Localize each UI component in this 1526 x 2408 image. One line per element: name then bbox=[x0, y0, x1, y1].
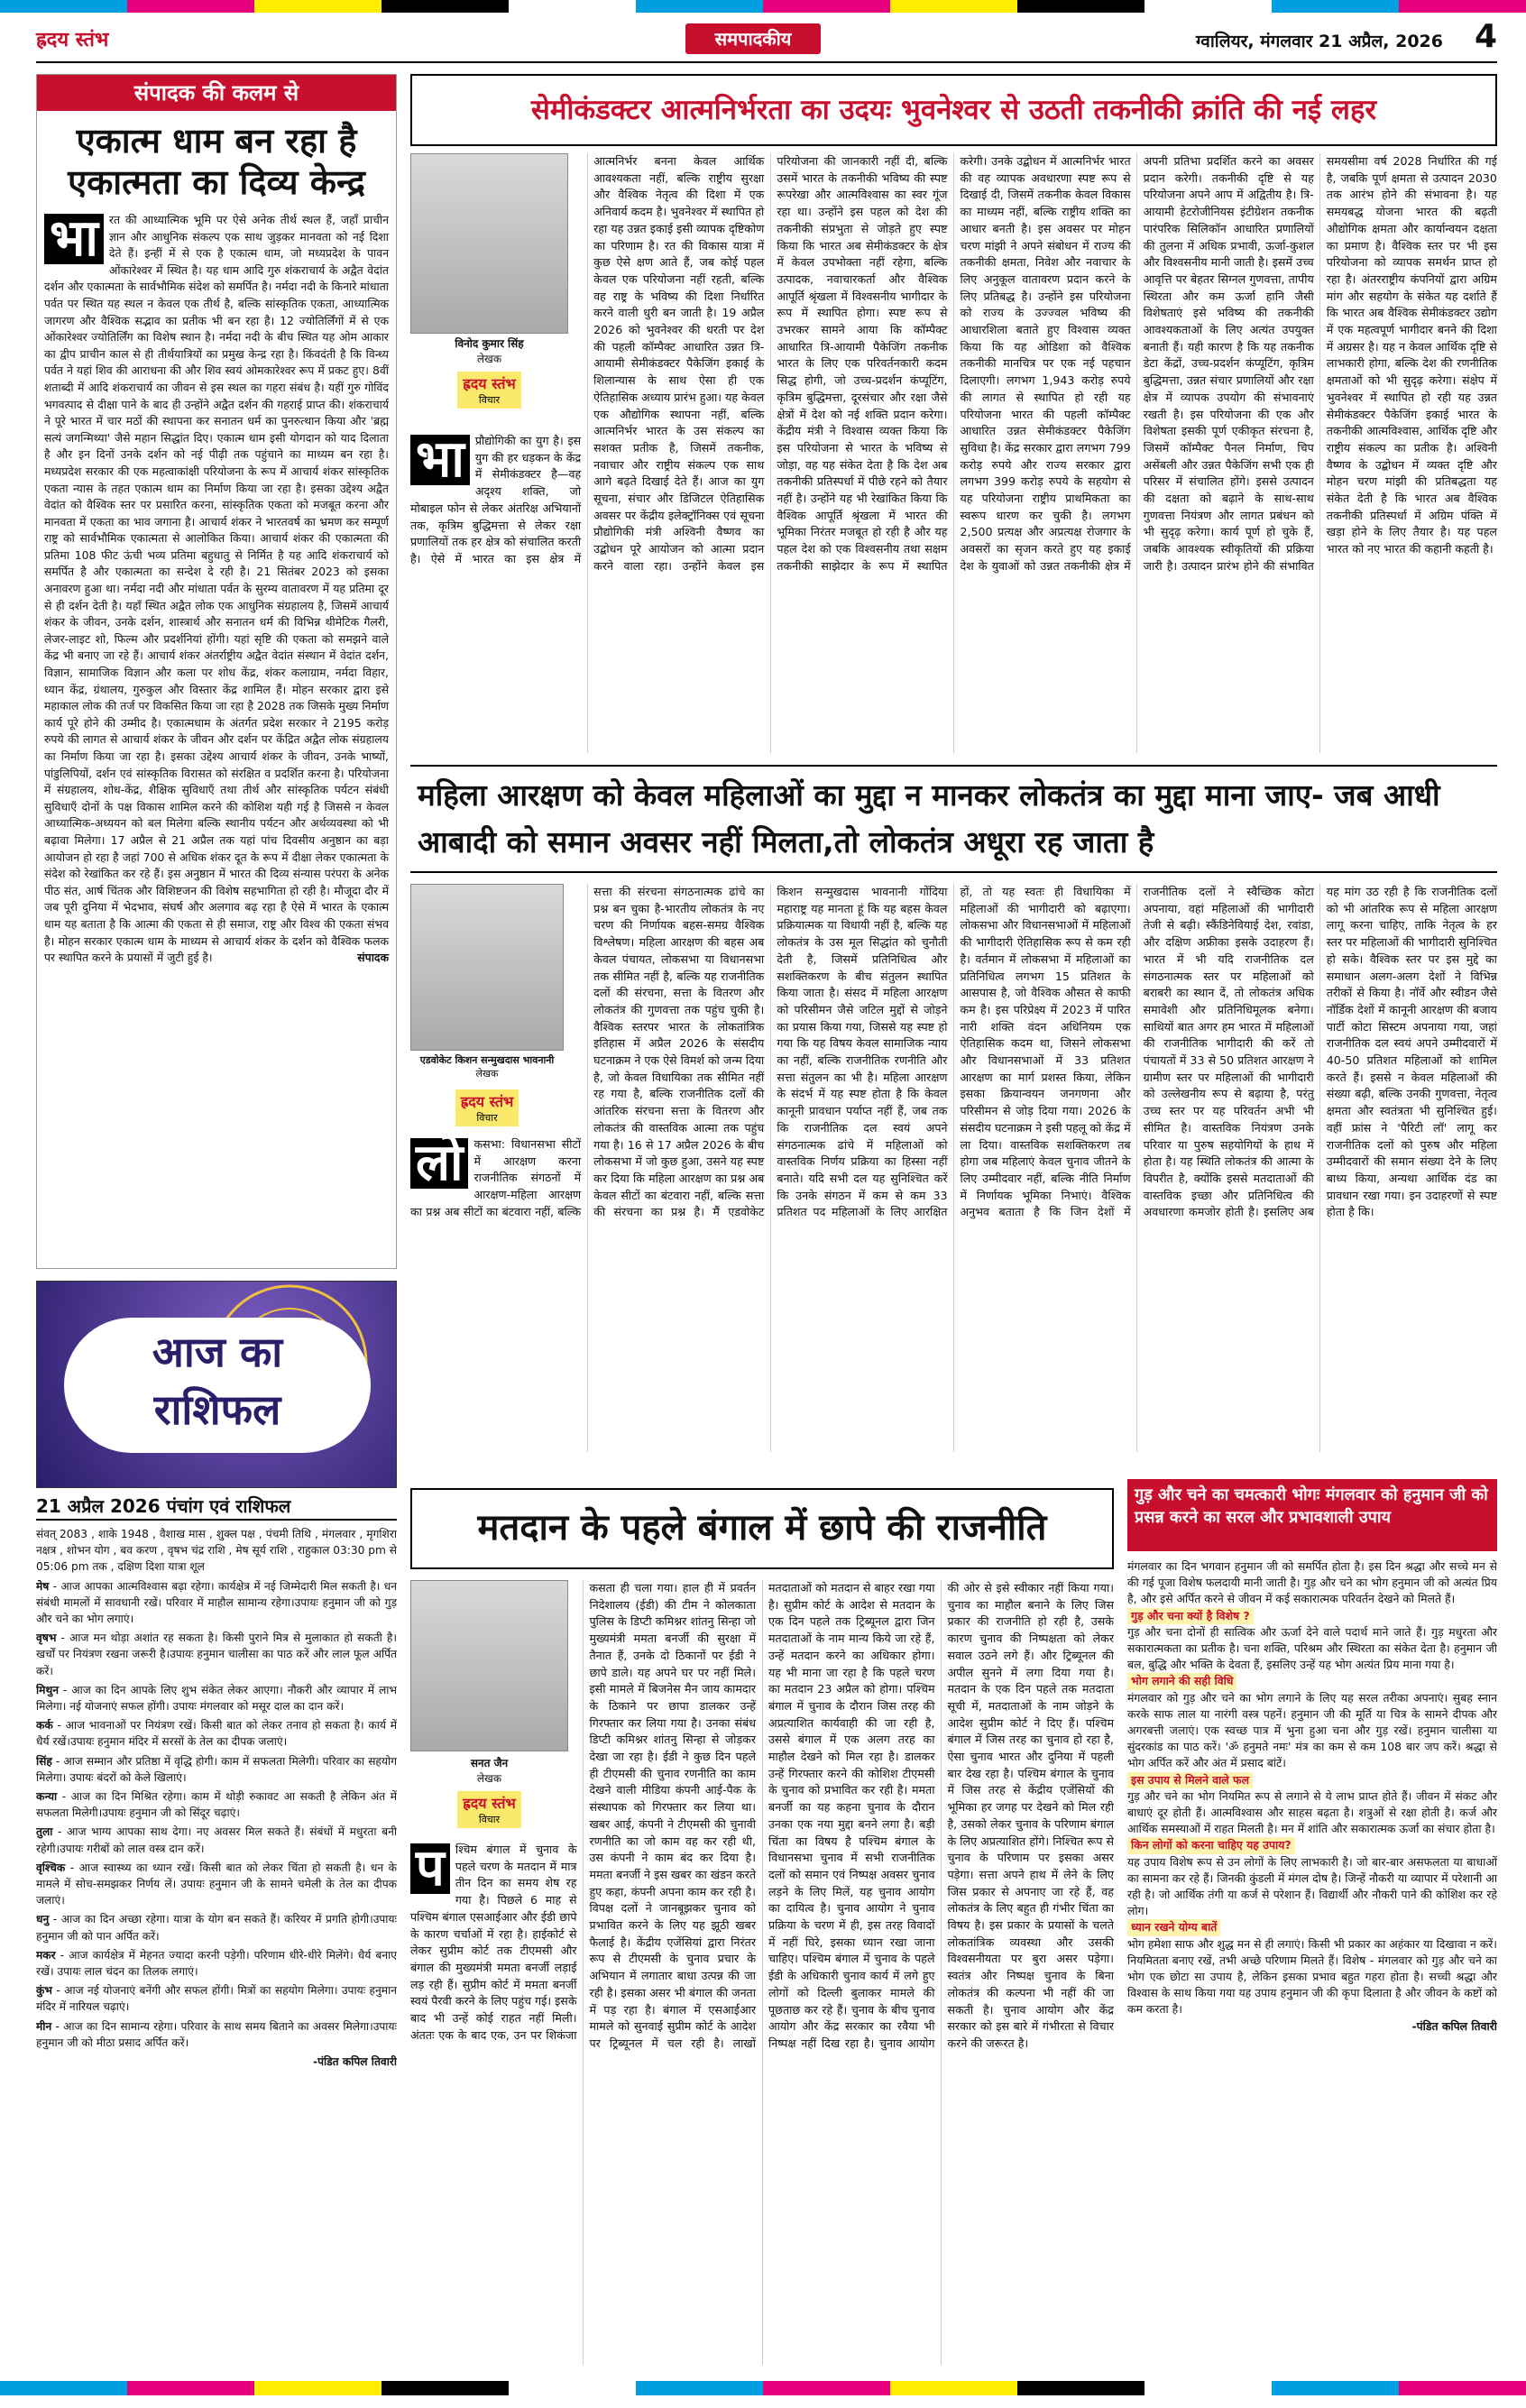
dropcap: प bbox=[410, 1843, 450, 1894]
sidebar-headline: गुड़ और चने का चमत्कारी भोगः मंगलवार को हनुमान जी को प्रसन्न करने का सरल और प्रभावशाली उपाय bbox=[1127, 1479, 1497, 1551]
article3-author-role: लेखक bbox=[476, 1772, 502, 1785]
dropcap: भा bbox=[44, 214, 104, 264]
list-item: मकर - आज कार्यक्षेत्र में मेहनत ज्यादा करनी पड़ेगी। परिणाम धीरे-धीरे मिलेंगे। धैर्य बनाए रखें। उपायः लाल चंदन का तिलक लगाएं। bbox=[36, 1948, 397, 1979]
sidebar-section: इस उपाय से मिलने वाले फल गुड़ और चने का भोग नियमित रूप से लगाने से ये लाभ प्राप्त होते हैं। जीवन में संकट और बाधाएं दूर होती हैं। आत्मविश्वास और साहस बढ़ता है। शत्रुओं से रक्षा होती है। कर्ज और आर्थिक समस्याओं में राहत मिलती है। मन में शांति और सकारात्मक ऊर्जा का संचार होता है। bbox=[1127, 1772, 1497, 1836]
sidebar-body bbox=[1127, 1558, 1497, 2365]
rashifal-banner bbox=[36, 1281, 397, 1488]
article1-body: भा प्रौद्योगिकी का युग है। इस युग की हर धड़कन के केंद्र में सेमीकंडक्टर है—वह अदृश्य शक्ति, जो मोबाइल फोन से लेकर अंतरिक्ष अभियानों तक, कृत्रिम बुद्धिमत्ता से लेकर रक्षा प्रणालियों तक हर क्षेत्र को संचालित करती है। ऐसे में भारत का इस क्षेत्र में आत्मनिर्भर बनना केवल आर्थिक आवश्यकता नहीं, बल्कि राष्ट्रीय सुरक्षा और वैश्विक नेतृत्व की दिशा में एक अनिवार्य कदम है। भुवनेश्वर में स्थापित हो रहा यह उन्नत इकाई इसी व्यापक दृष्टिकोण का परिणाम है। रत की विकास यात्रा में कुछ ऐसे क्षण आते हैं, जब कोई पहल केवल एक परियोजना नहीं रहती, बल्कि वह राष्ट्र के भविष्य की दिशा निर्धारित करने वाली धुरी बन जाती है। 19 अप्रैल 2026 को भुवनेश्वर की धरती पर देश की पहली कॉम्पैक्ट आधारित उन्नत त्रि-आयामी सेमीकंडक्टर पैकेजिंग इकाई के शिलान्यास के साथ ऐसा ही एक ऐतिहासिक अध्याय प्रारंभ हुआ। यह केवल एक औद्योगिक स्थापना नहीं, बल्कि आत्मनिर्भर भारत के उस संकल्प का सशक्त प्रतीक है, जिसमें तकनीक, नवाचार और राष्ट्रीय संकल्प एक साथ आगे बढ़ते दिखाई देते हैं। आज का युग सूचना, संचार और डिजिटल ऐतिहासिक अवसर पर केंद्रीय इलेक्ट्रॉनिक्स एवं सूचना प्रौद्योगिकी मंत्री अश्विनी वैष्णव का उद्बोधन पूरे आयोजन को आत्मा प्रदान करने वाला रहा। उन्होंने केवल इस परियोजना की जानकारी नहीं दी, बल्कि उसमें भारत के तकनीकी भविष्य की स्पष्ट रूपरेखा और आत्मविश्वास का स्वर गूंज रहा था। उन्होंने इस पहल को देश की तकनीकी संप्रभुता से जोड़ते हुए स्पष्ट किया कि भारत अब सेमीकंडक्टर के क्षेत्र में केवल उपभोक्ता नहीं रहेगा, बल्कि उत्पादक, नवाचारकर्ता और वैश्विक आपूर्ति श्रृंखला में विश्वसनीय भागीदार के रूप में स्थापित होगा। स्पष्ट रूप से उभरकर सामने आया कि कॉम्पैक्ट आधारित त्रि-आयामी पैकेजिंग तकनीक भारत के लिए एक परिवर्तनकारी कदम सिद्ध होगी, जो उच्च-प्रदर्शन कंप्यूटिंग, कृत्रिम बुद्धिमत्ता, दूरसंचार और रक्षा जैसे क्षेत्रों में देश को नई शक्ति प्रदान करेगा। केंद्रीय मंत्री ने विश्वास व्यक्त किया कि इस परियोजना से भारत के भविष्य से जोड़ा, वह यह संकेत देता है कि देश अब तकनीकी प्रतिस्पर्धा में पीछे रहने को तैयार नहीं है। उन्होंने यह भी रेखांकित किया कि वैश्विक आपूर्ति श्रृंखला में भारत की भूमिका निरंतर मजबूत हो रही है और यह पहल देश को एक विश्वसनीय तथा सक्षम तकनीकी साझेदार के रूप में स्थापित करेगी। उनके उद्बोधन में आत्मनिर्भर भारत की वह व्यापक अवधारणा स्पष्ट रूप से दिखाई दी, जिसमें तकनीक केवल विकास का माध्यम नहीं, बल्कि राष्ट्रीय शक्ति का आधार बनती है। इस अवसर पर मोहन चरण मांझी ने अपने संबोधन में राज्य की तकनीकी क्षमता, निवेश और नवाचार के लिए अनुकूल वातावरण प्रदान करने के लिए प्रतिबद्ध है। उन्होंने इस परियोजना को राज्य के उज्ज्वल भविष्य की आधारशिला बताते हुए विश्वास व्यक्त किया कि यह ओडिशा को वैश्विक तकनीकी मानचित्र पर एक नई पहचान दिलाएगी। लगभग 1,943 करोड़ रुपये की लागत से स्थापित हो रही यह परियोजना भारत की पहली कॉम्पैक्ट आधारित उन्नत सेमीकंडक्टर पैकेजिंग सुविधा है। केंद्र सरकार द्वारा लगभग 799 करोड़ रुपये और राज्य सरकार द्वारा लगभग 399 करोड़ रुपये के सहयोग से यह परियोजना राष्ट्रीय प्राथमिकता का स्वरूप धारण कर चुकी है। लगभग 2,500 प्रत्यक्ष और अप्रत्यक्ष रोजगार के अवसरों का सृजन करते हुए यह इकाई देश के युवाओं को उन्नत तकनीकी क्षेत्र में अपनी प्रतिभा प्रदर्शित करने का अवसर प्रदान करेगी। तकनीकी दृष्टि से यह परियोजना अपने आप में अद्वितीय है। त्रि-आयामी हेटरोजीनियस इंटीग्रेशन तकनीक पारंपरिक सिलिकॉन आधारित प्रणालियों की तुलना में अधिक प्रभावी, ऊर्जा-कुशल और विश्वसनीय मानी जाती है। इसमें उच्च आवृत्ति पर बेहतर सिग्नल गुणवत्ता, तापीय स्थिरता और कम ऊर्जा हानि जैसी विशेषताएं इसे भविष्य की तकनीकी आवश्यकताओं के लिए अत्यंत उपयुक्त बनाती हैं। यही कारण है कि यह तकनीक डेटा केंद्रों, उच्च-प्रदर्शन कंप्यूटिंग, कृत्रिम बुद्धिमत्ता, उन्नत संचार प्रणालियों और रक्षा क्षेत्र में व्यापक उपयोग की संभावनाएं रखती है। इस परियोजना की एक और विशेषता इसकी पूर्ण एकीकृत संरचना है, जिसमें कॉम्पैक्ट पैनल निर्माण, चिप असेंबली और उन्नत पैकेजिंग सभी एक ही परिसर में संचालित होंगे। इससे उत्पादन की दक्षता को बढ़ाने के साथ-साथ गुणवत्ता नियंत्रण और लागत प्रबंधन को भी सुदृढ़ करेगा। कार्य पूर्ण हो चुके हैं, जबकि आवश्यक स्वीकृतियों की प्रक्रिया जारी है। उत्पादन प्रारंभ होने की संभावित समयसीमा वर्ष 2028 निर्धारित की गई है, जबकि पूर्ण क्षमता से उत्पादन 2030 तक आरंभ होने की संभावना है। यह समयबद्ध योजना भारत की बढ़ती औद्योगिक क्षमता और कार्यान्वयन दक्षता का प्रमाण है। वैश्विक स्तर पर भी इस परियोजना को व्यापक समर्थन प्राप्त हो रहा है। अंतरराष्ट्रीय कंपनियों द्वारा अग्रिम मांग और सहयोग के संकेत यह दर्शाते हैं कि भारत अब वैश्विक सेमीकंडक्टर उद्योग में एक महत्वपूर्ण भागीदार बनने की दिशा में अग्रसर है। यह न केवल आर्थिक दृष्टि से लाभकारी होगा, बल्कि देश की रणनीतिक क्षमताओं को भी सुदृढ़ करेगा। संक्षेप में भुवनेश्वर में स्थापित हो रही यह उन्नत सेमीकंडक्टर पैकेजिंग इकाई भारत के तकनीकी आत्मविश्वास, आर्थिक दृष्टि और राष्ट्रीय संकल्प का प्रतीक है। अश्विनी वैष्णव के उद्बोधन में व्यक्त दृष्टि और मोहन चरण मांझी की प्रतिबद्धता यह संकेत देती है कि भारत अब वैश्विक तकनीकी प्रतिस्पर्धा में अग्रिम पंक्ति में खड़ा होने के लिए तैयार है। यह पहल भारत को नए भारत की कहानी कहती है। bbox=[410, 154, 1497, 573]
page-number: 4 bbox=[1474, 18, 1497, 55]
sidebar-section: गुड़ और चना क्यों है विशेष ? गुड़ और चना दोनों ही सात्विक और ऊर्जा देने वाले पदार्थ माने जाते हैं। गुड़ मधुरता और सकारात्मकता का प्रतीक है। चना शक्ति, परिश्रम और स्थिरता का संकेत देता है। हनुमान जी बल, बुद्धि और भक्ति के देवता हैं, इसलिए उन्हें यह भोग अत्यंत प्रिय माना गया है। bbox=[1127, 1608, 1497, 1672]
article3-headline-box bbox=[410, 1488, 1114, 1569]
sidebar-section: ध्यान रखने योग्य बातें भोग हमेशा साफ और शुद्ध मन से ही लगाएं। किसी भी प्रकार का अहंकार या दिखावा न करें। नियमितता बनाए रखें, तभी अच्छे परिणाम मिलते हैं। विशेष - मंगलवार को गुड़ और चने का भोग एक छोटा सा उपाय है, लेकिन इसका प्रभाव बहुत गहरा होता है। सच्ची श्रद्धा और विश्वास के साथ किया गया यह उपाय हनुमान जी की कृपा दिलाता है और जीवन के कष्टों को कम करता है। bbox=[1127, 1920, 1497, 2017]
rashifal-credit: -पंडित कपिल तिवारी bbox=[313, 2055, 397, 2069]
list-item: कुंभ - आज नई योजनाएं बनेंगी और सफल होंगी। मित्रों का सहयोग मिलेगा। उपायः हनुमान मंदिर में नारियल चढ़ाएं। bbox=[36, 1984, 397, 2014]
article3-tag: ह्रदय स्तंभ विचार bbox=[410, 1791, 568, 1828]
article2-author-role: लेखक bbox=[475, 1068, 499, 1080]
page-header bbox=[36, 18, 1497, 63]
header-left-tag: ह्रदय स्तंभ bbox=[36, 29, 109, 51]
panchang: संवत् 2083 , शाके 1948 , वैशाख मास , शुक्ल पक्ष , पंचमी तिथि , मंगलवार , मृगशिरा नक्षत्र , शोभन योग , बव करण , वृषभ चंद्र राशि , मेष सूर्य राशि , राहुकाल 03:30 pm से 05:06 pm तक , दक्षिण दिशा यात्रा शूल bbox=[36, 1528, 397, 1574]
column-signoff: संपादक bbox=[357, 951, 389, 965]
article1-author-name: विनोद कुमार सिंह bbox=[455, 337, 524, 350]
rashifal-subtitle: 21 अप्रैल 2026 पंचांग एवं राशिफल bbox=[36, 1494, 397, 1521]
article3-headline: मतदान के पहले बंगाल में छापे की राजनीति bbox=[477, 1507, 1047, 1549]
list-item: वृषभ - आज मन थोड़ा अशांत रह सकता है। किसी पुराने मित्र से मुलाकात हो सकती है। खर्चों पर नियंत्रण रखना जरूरी है।उपायः हनुमान चालीसा का पाठ करें और लाल फूल अर्पित करें। bbox=[36, 1631, 397, 1677]
section-title: संपादक की कलम से bbox=[37, 75, 396, 111]
list-item: कन्या - आज का दिन मिश्रित रहेगा। काम में थोड़ी रुकावट आ सकती है लेकिन अंत में सफलता मिलेगी।उपायः हनुमान जी को सिंदूर चढ़ाएं। bbox=[36, 1790, 397, 1820]
article2-headline-box bbox=[410, 765, 1497, 873]
article1-tag: ह्रदय स्तंभ विचार bbox=[410, 372, 568, 409]
column-body: भा रत की आध्यात्मिक भूमि पर ऐसे अनेक तीर्थ स्थल हैं, जहाँ प्राचीन ज्ञान और आधुनिक संकल्प एक साथ जुड़कर मानवता को नई दिशा देते हैं। इन्हीं में से एक है एकात्म धाम, जो मध्यप्रदेश के पावन ओंकारेश्वर में स्थित है। यह धाम आदि गुरु शंकराचार्य के अद्वैत वेदांत दर्शन और एकात्मता के सार्वभौमिक संदेश को समर्पित है। नर्मदा नदी के किनारे मांधाता पर्वत पर स्थित यह स्थल न केवल एक तीर्थ है, बल्कि सांस्कृतिक एकता, आध्यात्मिक जागरण और वैश्विक सद्भाव का प्रतीक भी बन रहा है। 12 ज्योतिर्लिंगों में से एक ओंकारेश्वर ज्योतिर्लिंग का विशेष स्थान है। नर्मदा नदी के बीच स्थित यह ओम आकार का द्वीप प्राचीन काल से ही तीर्थयात्रियों का प्रमुख केन्द्र रहा है। किंवदंती है कि विन्ध्य पर्वत ने यहां शिव की आराधना की और शिव स्वयं ओमकारेश्वर रूप में प्रकट हुए। 8वीं शताब्दी में आदि शंकराचार्य का जीवन से इस स्थल का गहरा संबंध है। यहीं गुरु गोविंद भगवत्पाद से दीक्षा पाने के बाद ही उन्होंने अद्वैत दर्शन की गहराई प्राप्त की। शंकराचार्य ने पूरे भारत में चार मठों की स्थापना कर सनातन धर्म का पुनरुत्थान किया और 'ब्रह्म सत्यं जगन्मिथ्या' जैसे महान सिद्धांत दिए। एकात्म धाम इसी योगदान को याद दिलाता है और इन दिनों उनके दर्शन को नई पीढ़ी तक पहुंचाने का माध्यम बन रहा है। मध्यप्रदेश सरकार की एक महत्वाकांक्षी परियोजना के रूप में आचार्य शंकर सांस्कृतिक एकता न्यास के तहत एकात्म धाम का निर्माण किया जा रहा है। इसका उद्देश्य अद्वैत वेदांत को वैश्विक स्तर पर प्रसारित करना, सांस्कृतिक एकता को मजबूत करना और मानवता में एकता का भाव जगाना है। आचार्य शंकर ने भारतवर्ष का भ्रमण कर सम्पूर्ण राष्ट्र को सार्वभौमिक एकात्मता से आलोकित किया। आचार्य शंकर की एकात्मता की प्रतिमा 108 फीट ऊंची भव्य प्रतिमा बहुधातु से निर्मित है यह आदि शंकराचार्य को समर्पित है और एकात्मता का सन्देश दे रही है। 21 सितंबर 2023 को इसका अनावरण हुआ था। नर्मदा नदी और मांधाता पर्वत के सुरम्य वातावरण में यह प्रतिमा दूर से ही दर्शन देती है। यहाँ स्थित अद्वैत लोक एक आधुनिक संग्रहालय है, जिसमें आचार्य शंकर के जीवन, उनके दर्शन, शास्त्रार्थ और सनातन धर्म की विभिन्न थीमेटिक गैलरी, लेजर-लाइट शो, फिल्म और प्रदर्शनियां होंगी। यहां सृष्टि की एकता को समझने वाले केंद्र भी बनाए जा रहे हैं। आचार्य शंकर अंतर्राष्ट्रीय अद्वैत वेदांत संस्थान में वेदांत दर्शन, विज्ञान, सामाजिक विज्ञान और कला पर शोध केंद्र, शंकर कलाग्राम, नर्मदा विहार, ध्यान केंद्र, ग्रंथालय, गुरुकुल और विस्तार केंद्र शामिल हैं। मोहन सरकार द्वारा इसे महाकाल लोक की तर्ज पर विकसित किया जा रहा है 2028 तक जिसके मुख्य निर्माण कार्य पूरे होने की उम्मीद है। एकात्मधाम के अंतर्गत प्रदेश सरकार ने 2195 करोड़ रुपये की लागत से आचार्य शंकर के जीवन और दर्शन पर केंद्रित अद्वैत लोक संग्रहालय का निर्माण किया जा रहा है। इसका उद्देश्य आचार्य शंकर के जीवन, उनके भाष्यों, पांडुलिपियों, दर्शन एवं सांस्कृतिक विरासत को संरक्षित व प्रदर्शित करना है। परियोजना में संग्रहालय, शोध-केंद्र, शैक्षिक सुविधाएँ तथा तीर्थ और सांस्कृतिक पर्यटन संबंधी सुविधाएँ दोनों के पक्ष विकास शामिल करने की कोशिश यही गई है जिससे न केवल आध्यात्मिक-अध्ययन को बल मिलेगा बल्कि स्थानीय पर्यटन और अर्थव्यवस्था को भी बढ़ावा मिलेगा। 17 अप्रैल से 21 अप्रैल तक यहां पांच दिवसीय अनुष्ठान का बड़ा आयोजन हो रहा है जहां 700 से अधिक शंकर दूत के रूप में दीक्षा लेकर एकात्मता के संदेश को रेखांकित कर रहे हैं। इस अनुष्ठान में भारत की दिव्य संन्यास परंपरा के अनेक पीठ संत, आर्ष चिंतक और विशिष्टजन की विशेष सहभागिता हो रही है। मौजूदा दौर में जब पूरी दुनिया में भेदभाव, संघर्ष और अलगाव बढ़ रहा है ऐसे में भारत के एकात्म धाम यह बताता है कि आत्मा की एकता से ही समाज, राष्ट्र और विश्व की एकता संभव है। मोहन सरकार एकात्म धाम के माध्यम से आचार्य शंकर के दर्शन को वैश्विक फलक पर स्थापित करने के प्रयासों में जुटी हुई है। संपादक bbox=[37, 212, 396, 1249]
rashifal-title-box: आज का राशिफल bbox=[64, 1318, 371, 1453]
article2-body: लो कसभा: विधानसभा सीटों में आरक्षण करना राजनीतिक संगठनों में आरक्षण-महिला आरक्षण का प्रश्न अब सीटों का बंटवारा नहीं, बल्कि सत्ता की संरचना संगठनात्मक ढांचे का प्रश्न बन चुका है-भारतीय लोकतंत्र के नए चरण की निर्णायक बहस-समग्र वैश्विक विश्लेषण। महिला आरक्षण की बहस अब केवल पंचायत, लोकसभा या विधानसभा तक सीमित नहीं है, बल्कि यह राजनीतिक दलों की संरचना, सत्ता के वितरण और लोकतंत्र की गुणवत्ता तक पहुंच चुकी है। वैश्विक स्तरपर भारत के लोकतांत्रिक इतिहास में अप्रैल 2026 के संसदीय घटनाक्रम ने एक ऐसे विमर्श को जन्म दिया है, जो केवल विधायिका तक सीमित नहीं रह गया है, बल्कि राजनीतिक दलों की आंतरिक संरचना सत्ता के वितरण और लोकतंत्र की वास्तविक आत्मा तक पहुंच गया है। 16 से 17 अप्रैल 2026 के बीच लोकसभा में जो कुछ हुआ, उसने यह स्पष्ट कर दिया कि महिला आरक्षण का प्रश्न अब केवल सीटों का बंटवारा नहीं, बल्कि सत्ता की संरचना का प्रश्न है। मैं एडवोकेट किशन सन्मुखदास भावनानी गोंदिया महाराष्ट्र यह मानता हूं कि यह बहस केवल प्रक्रियात्मक या विधायी नहीं है, बल्कि यह लोकतंत्र के उस मूल सिद्धांत को चुनौती देती है, जिसमें प्रतिनिधित्व और सशक्तिकरण के बीच संतुलन स्थापित किया जाता है। संसद में महिला आरक्षण को परिसीमन जैसे जटिल मुद्दों से जोड़ने का प्रयास किया गया, जिससे यह स्पष्ट हो गया कि यह विषय केवल सामाजिक न्याय का नहीं, बल्कि राजनीतिक रणनीति और सत्ता संतुलन का भी है। महिला आरक्षण के संदर्भ में यह स्पष्ट होता है कि केवल कानूनी प्रावधान पर्याप्त नहीं हैं, जब तक कि राजनीतिक दल स्वयं अपने संगठनात्मक ढांचे में महिलाओं को वास्तविक निर्णय प्रक्रिया का हिस्सा नहीं बनाते। यदि सभी दल यह सुनिश्चित करें कि उनके संगठन में कम से कम 33 प्रतिशत पद महिलाओं के लिए आरक्षित हों, तो यह स्वतः ही विधायिका में महिलाओं की भागीदारी को बढ़ाएगा। लोकसभा और विधानसभाओं में महिलाओं की भागीदारी ऐतिहासिक रूप से कम रही है। वर्तमान में लोकसभा में महिलाओं का प्रतिनिधित्व लगभग 15 प्रतिशत के आसपास है, जो वैश्विक औसत से काफी कम है। इस परिप्रेक्ष्य में 2023 में पारित नारी शक्ति वंदन अधिनियम एक ऐतिहासिक कदम था, जिसने लोकसभा और विधानसभाओं में 33 प्रतिशत आरक्षण का मार्ग प्रशस्त किया, लेकिन इसका क्रियान्वयन जनगणना और परिसीमन से जोड़ दिया गया। 2026 के संसदीय घटनाक्रम ने इसी पहलू को केंद्र में ला दिया। वास्तविक सशक्तिकरण तब होगा जब महिलाएं केवल चुनाव जीतने के लिए उम्मीदवार नहीं, बल्कि नीति निर्माण में निर्णायक भूमिका निभाएं। वैश्विक अनुभव बताता है कि जिन देशों में राजनीतिक दलों ने स्वैच्छिक कोटा अपनाया, वहां महिलाओं की भागीदारी तेजी से बढ़ी। स्कैंडिनेवियाई देश, रवांडा, और दक्षिण अफ्रीका इसके उदाहरण हैं। भारत में भी यदि राजनीतिक दल संगठनात्मक स्तर पर महिलाओं को बराबरी का स्थान दें, तो लोकतंत्र अधिक समावेशी और प्रतिनिधिमूलक बनेगा। साथियों बात अगर हम भारत में महिलाओं की राजनीतिक भागीदारी की करें तो पंचायतों में 33 से 50 प्रतिशत आरक्षण ने ग्रामीण स्तर पर महिलाओं की भागीदारी को उल्लेखनीय रूप से बढ़ाया है, परंतु उच्च स्तर पर यह परिवर्तन अभी भी सीमित है। वास्तविक नियंत्रण उनके परिवार या पुरुष सहयोगियों के हाथ में होता है। यह स्थिति लोकतंत्र की आत्मा के विपरीत है, क्योंकि इससे मतदाताओं की वास्तविक इच्छा और प्रतिनिधित्व की अवधारणा कमजोर होती है। इसलिए अब यह मांग उठ रही है कि राजनीतिक दलों को भी आंतरिक रूप से महिला आरक्षण लागू करना चाहिए, ताकि नेतृत्व के हर स्तर पर महिलाओं की भागीदारी सुनिश्चित हो सके। वैश्विक स्तर पर इस मुद्दे का समाधान अलग-अलग देशों ने विभिन्न तरीकों से किया है। नॉर्वे और स्वीडन जैसे नॉर्डिक देशों में कानूनी आरक्षण की बजाय पार्टी कोटा सिस्टम अपनाया गया, जहां राजनीतिक दल स्वयं अपने उम्मीदवारों में 40-50 प्रतिशत महिलाओं को शामिल करते हैं। इससे न केवल महिलाओं की संख्या बढ़ी, बल्कि उनकी गुणवत्ता, नेतृत्व क्षमता और स्वतंत्रता भी सुनिश्चित हुई। वहीं फ्रांस ने 'पैरिटी लॉ' लागू कर राजनीतिक दलों को पुरुष और महिला उम्मीदवारों की समान संख्या देने के लिए बाध्य किया, अन्यथा आर्थिक दंड का प्रावधान रखा गया। इन उदाहरणों से स्पष्ट होता है कि। bbox=[410, 885, 1497, 1219]
column-headline: एकात्म धाम बन रहा है एकात्मता का दिव्य केन्द्र bbox=[68, 121, 365, 202]
article3-author-name: सनत जैन bbox=[470, 1757, 509, 1769]
header-section-tag: समपादकीय bbox=[685, 23, 821, 54]
sidebar-intro: मंगलवार का दिन भगवान हनुमान जी को समर्पित होता है। इस दिन श्रद्धा और सच्चे मन से की गई पूजा विशेष फलदायी मानी जाती है। गुड़ और चने का भोग हनुमान जी को अत्यंत प्रिय है, और इसे अर्पित करने से जीवन में कई सकारात्मक परिवर्तन देखने को मिलते हैं। bbox=[1127, 1559, 1497, 1606]
article1-headline-box bbox=[410, 74, 1497, 146]
dropcap: भा bbox=[410, 435, 470, 485]
header-dateline: ग्वालियर, मंगलवार 21 अप्रैल, 2026 bbox=[1195, 32, 1443, 51]
article2-author-name: एडवोकेट किशन सन्मुखदास भावनानी bbox=[419, 1054, 555, 1066]
sidebar-credit: -पंडित कपिल तिवारी bbox=[1411, 2018, 1497, 2033]
sidebar-section: किन लोगों को करना चाहिए यह उपाय? यह उपाय विशेष रूप से उन लोगों के लिए लाभकारी है। जो बार-बार असफलता या बाधाओं का सामना कर रहे हैं। जिनकी कुंडली में मंगल दोष है। जिन्हें नौकरी या व्यापार में परेशानी आ रही है। जो आर्थिक तंगी या कर्ज से परेशान हैं। विद्यार्थी और नौकरी पाने की कोशिश कर रहे लोग। bbox=[1127, 1838, 1497, 1918]
article1-author-role: लेखक bbox=[476, 353, 502, 365]
article1-headline: सेमीकंडक्टर आत्मनिर्भरता का उदयः भुवनेश्वर से उठती तकनीकी क्रांति की नई लहर bbox=[530, 94, 1377, 126]
list-item: कर्क - आज भावनाओं पर नियंत्रण रखें। किसी बात को लेकर तनाव हो सकता है। कार्य में धैर्य रखें।उपायः हनुमान मंदिर में सरसों के तेल का दीपक जलाएं। bbox=[36, 1719, 397, 1749]
list-item: मिथुन - आज का दिन आपके लिए शुभ संकेत लेकर आएगा। नौकरी और व्यापार में लाभ मिलेगा। नई योजनाएं सफल होंगी। उपायः मंगलवार को मसूर दाल का दान करें। bbox=[36, 1683, 397, 1714]
dropcap: लो bbox=[410, 1138, 468, 1189]
list-item: तुला - आज भाग्य आपका साथ देगा। नए अवसर मिल सकते हैं। संबंधों में मधुरता बनी रहेगी।उपायः गरीबों को लाल वस्त्र दान करें। bbox=[36, 1825, 397, 1855]
list-item: मीन - आज का दिन सामान्य रहेगा। परिवार के साथ समय बिताने का अवसर मिलेगा।उपायः हनुमान जी को मीठा प्रसाद अर्पित करें। bbox=[36, 2019, 397, 2049]
sidebar-section: भोग लगाने की सही विधि मंगलवार को गुड़ और चने का भोग लगाने के लिए यह सरल तरीका अपनाएं। सुबह स्नान करके साफ लाल या नारंगी वस्त्र पहनें। हनुमान जी की मूर्ति या चित्र के सामने दीपक और अगरबत्ती जलाएं। एक स्वच्छ पात्र में भुना हुआ चना और गुड़ रखें। हनुमान चालीसा या सुंदरकांड का पाठ करें। 'ॐ हनुमते नमः' मंत्र का कम से कम 108 बार जप करें। श्रद्धा से भोग अर्पित करें और अंत में प्रसाद बांटें। bbox=[1127, 1674, 1497, 1770]
list-item: धनु - आज का दिन अच्छा रहेगा। यात्रा के योग बन सकते हैं। करियर में प्रगति होगी।उपायः हनुमान जी को पान अर्पित करें। bbox=[36, 1913, 397, 1943]
list-item: वृश्चिक - आज स्वास्थ्य का ध्यान रखें। किसी बात को लेकर चिंता हो सकती है। धन के मामले में सोच-समझकर निर्णय लें। उपायः हनुमान जी के सामने चमेली के तेल का दीपक जलाएं। bbox=[36, 1861, 397, 1907]
rashifal-list bbox=[36, 1526, 397, 2365]
color-registration-bar-bottom bbox=[0, 2381, 1526, 2395]
color-registration-bar-top bbox=[0, 0, 1526, 13]
editor-column bbox=[36, 74, 397, 1269]
article2-tag: ह्रदय स्तंभ विचार bbox=[410, 1089, 564, 1126]
list-item: सिंह - आज सम्मान और प्रतिष्ठा में वृद्धि होगी। काम में सफलता मिलेगी। परिवार का सहयोग मिलेगा। उपायः बंदरों को केले खिलाएं। bbox=[36, 1754, 397, 1784]
list-item: मेष - आज आपका आत्मविश्वास बढ़ा रहेगा। कार्यक्षेत्र में नई जिम्मेदारी मिल सकती है। धन संबंधी मामलों में सावधानी रखें। परिवार में माहौल सामान्य रहेगा।उपायः हनुमान जी को गुड़ और चने का भोग लगाएं। bbox=[36, 1579, 397, 1626]
article2-headline: महिला आरक्षण को केवल महिलाओं का मुद्दा न मानकर लोकतंत्र का मुद्दा माना जाए- जब आधी आबादी को समान अवसर नहीं मिलता,तो लोकतंत्र अधूरा रह जाता है bbox=[418, 777, 1440, 859]
article3-body: प श्चिम बंगाल में चुनाव के पहले चरण के मतदान में मात्र तीन दिन का समय शेष रह गया है। पिछले 6 माह से पश्चिम बंगाल एसआईआर और ईडी छापे के कारण चर्चाओं में रहा है। हाईकोर्ट से लेकर सुप्रीम कोर्ट तक टीएमसी और बंगाल की मुख्यमंत्री ममता बनर्जी लड़ाई लड़ रही हैं। सुप्रीम कोर्ट में ममता बनर्जी स्वयं पैरवी करने के लिए पहुंच गई। इसके बाद भी उन्हें कोई राहत नहीं मिली। अंततः एक के बाद एक, उन पर शिकंजा कसता ही चला गया। हाल ही में प्रवर्तन निदेशालय (ईडी) की टीम ने कोलकाता पुलिस के डिप्टी कमिश्नर शांतनु सिन्हा जो मुख्यमंत्री ममता बनर्जी की सुरक्षा में तैनात हैं, उनके दो ठिकानों पर ईडी ने छापे डाले। यह अपने घर पर नहीं मिले। इसी मामले में बिजनेस मैन जाय कामदार के ठिकाने पर छापा डालकर उन्हें गिरफ्तार कर लिया गया है। उनका संबंध डिप्टी कमिश्नर शांतनु सिन्हा से जोड़कर देखा जा रहा है। ईडी ने कुछ दिन पहले ही टीएमसी की चुनाव रणनीति का काम देखने वाली मीडिया कंपनी आई-पैक के संस्थापक को गिरफ्तार कर लिया था। खबर आई, कंपनी ने टीएमसी की चुनावी रणनीति का जो काम वह कर रही थी, उस कंपनी ने काम बंद कर दिया है। ममता बनर्जी ने इस खबर का खंडन करते हुए कहा, कंपनी अपना काम कर रही है। विपक्ष दलों ने जानबूझकर चुनाव को प्रभावित करने के लिए यह झूठी खबर फैलाई है। केंद्रीय एजेंसियां द्वारा निरंतर रूप से टीएमसी के चुनाव प्रचार के अभियान में लगातार बाधा उत्पन्न की जा रही है। इसका असर भी बंगाल की जनता में पड़ रहा है। बंगाल में एसआईआर मामले को सुनवाई सुप्रीम कोर्ट के आदेश पर ट्रिब्यूनल में चल रही है। लाखों मतदाताओं को मतदान से बाहर रखा गया है। सुप्रीम कोर्ट के आदेश से मतदान के एक दिन पहले तक ट्रिब्यूनल द्वारा जिन मतदाताओं के नाम मान्य किये जा रहे हैं, उन्हें मतदान करने का अधिकार होगा। यह भी माना जा रहा है कि पहले चरण का मतदान 23 अप्रैल को होगा। पश्चिम बंगाल में चुनाव के दौरान जिस तरह की अप्रत्याशित कार्यवाही की जा रही है, उससे बंगाल में एक अलग तरह का माहौल देखने को मिल रहा है। डालकर उन्हें गिरफ्तार करने की कोशिश टीएमसी के चुनाव को प्रभावित कर रही है। ममता बनर्जी का यह कहना चुनाव के दौरान उनका एक नया मुद्दा बनने लगा है। बड़ी चिंता का विषय है पश्चिम बंगाल के विधानसभा चुनाव में सभी राजनीतिक दलों को समान एवं निष्पक्ष अवसर चुनाव लड़ने के लिए मिलें, यह चुनाव आयोग का दायित्व है। चुनाव आयोग ने चुनाव प्रक्रिया के चरण में ही, इस तरह विवादों में नहीं घिरे, इसका ध्यान रखा जाना चाहिए। पश्चिम बंगाल में चुनाव के पहले ईडी के अधिकारी चुनाव कार्य में लगे हुए लोगों को दिल्ली बुलाकर मामले की पूछताछ कर रहे हैं। चुनाव के बीच चुनाव आयोग और केंद्र सरकार का रवैया भी निष्पक्ष नहीं दिख रहा है। चुनाव आयोग की ओर से इसे स्वीकार नहीं किया गया। चुनाव का माहौल बनाने के लिए जिस प्रकार की राजनीति हो रही है, उसके कारण चुनाव की निष्पक्षता को लेकर सवाल उठने लगे हैं। और ट्रिब्यूनल की अपील सुनने में लगा दिया गया है। मतदान के एक दिन पहले तक मतदाता सूची में, मतदाताओं के नाम जोड़ने के आदेश सुप्रीम कोर्ट ने दिए हैं। पश्चिम बंगाल में जिस तरह का चुनाव हो रहा है, ऐसा चुनाव भारत और दुनिया में पहली बार देख रहा है। पश्चिम बंगाल के चुनाव में जिस तरह से केंद्रीय एजेंसियों की भूमिका हर जगह पर देखने को मिल रही है, उसको लेकर चुनाव के परिणाम बंगाल के लिए अप्रत्याशित होंगे। निश्चित रूप से चुनाव के परिणाम पर इसका असर पड़ेगा। सत्ता अपने हाथ में लेने के लिए जिस प्रकार से अपनाए जा रहे हैं, वह लोकतंत्र के लिए बहुत ही गंभीर चिंता का विषय है। इस प्रकार के प्रयासों के चलते लोकतांत्रिक व्यवस्था और उसकी विश्वसनीयता पर बुरा असर पड़ेगा। स्वतंत्र और निष्पक्ष चुनाव के बिना लोकतंत्र की कल्पना भी नहीं की जा सकती है। चुनाव आयोग और केंद्र सरकार को इस बारे में गंभीरता से विचार करने की जरूरत है। bbox=[410, 1581, 1114, 2050]
